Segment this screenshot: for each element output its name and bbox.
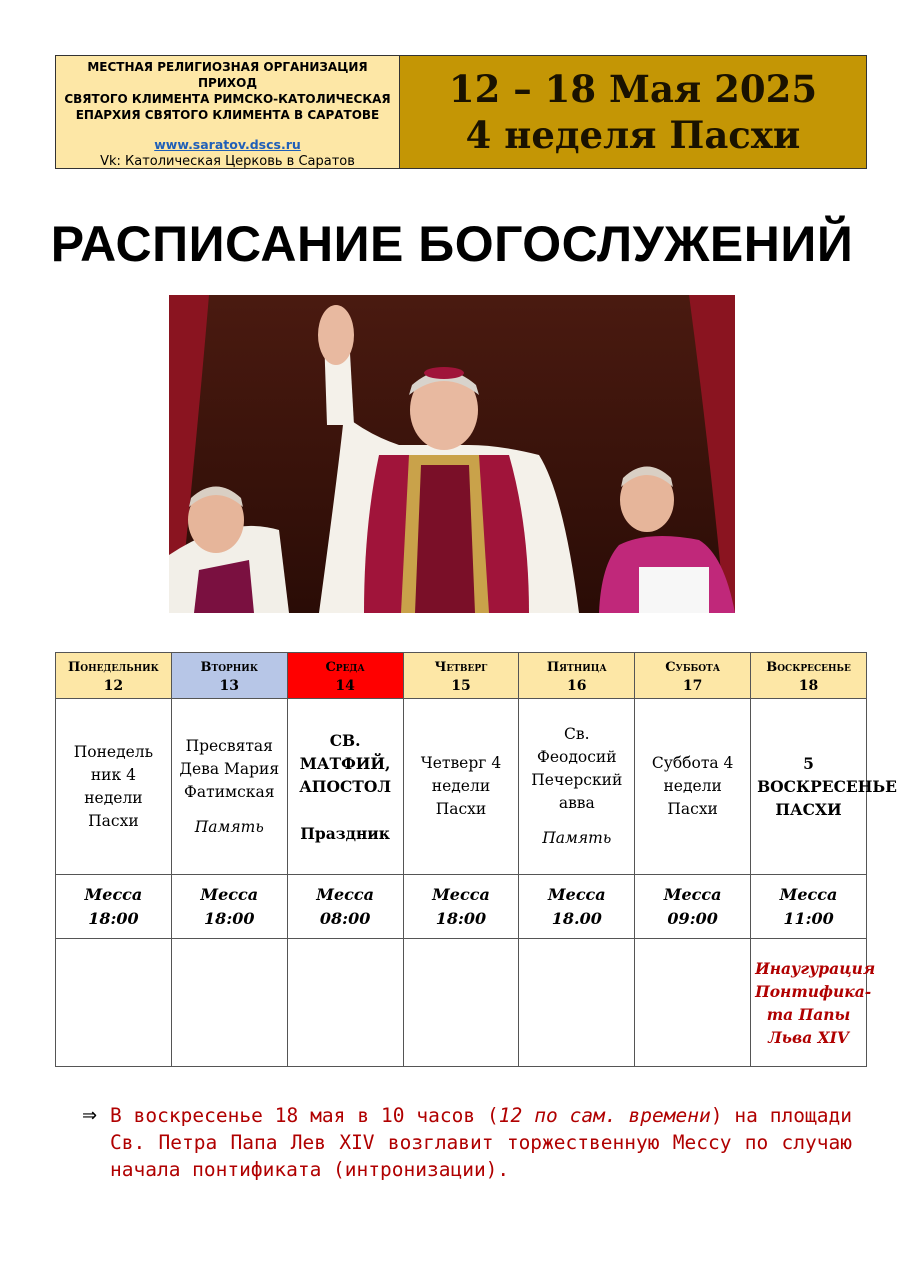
schedule-table [55, 652, 897, 1067]
extra-cell [56, 939, 172, 1067]
day-name: Четверг [434, 659, 488, 675]
day-number: 13 [219, 677, 239, 694]
memorial-label: Память [542, 829, 612, 847]
header-banner [55, 55, 867, 169]
extra-cell [171, 939, 287, 1067]
mass-time: 18:00 [204, 908, 255, 928]
mass-cell [403, 875, 519, 939]
day-header-wednesday [287, 653, 403, 699]
celebration-cell [403, 699, 519, 875]
day-name: Воскресенье [766, 659, 851, 675]
org-line-3: ЕПАРХИЯ СВЯТОГО КЛИМЕНТА В САРАТОВЕ [75, 108, 380, 122]
extra-cell [519, 939, 635, 1067]
celebration-cell [171, 699, 287, 875]
vk-contact: Vk: Католическая Церковь в Саратов [100, 154, 355, 169]
day-header-monday [56, 653, 172, 699]
announcement-text [110, 1102, 852, 1183]
announcement-italic: 12 по сам. времени [498, 1104, 711, 1127]
pope-photo [169, 295, 735, 613]
organization-block [56, 56, 400, 168]
mass-label: Месса [200, 884, 259, 904]
day-header-sunday [751, 653, 867, 699]
day-name: Среда [325, 659, 365, 675]
announcement-part: В воскресенье 18 мая в 10 часов ( [110, 1104, 499, 1127]
extra-cell [287, 939, 403, 1067]
mass-time: 18:00 [435, 908, 487, 928]
celebration-text: Четверг 4 недели Пасхи [420, 754, 502, 818]
celebration-text: 5 ВОСКРЕСЕНЬЕ ПАСХИ [757, 754, 897, 819]
day-name: Пятница [546, 659, 607, 675]
extra-cell [635, 939, 751, 1067]
celebration-row [56, 699, 867, 875]
extra-row [56, 939, 867, 1067]
liturgical-week: 4 неделя Пасхи [465, 113, 801, 157]
date-range: 12 – 18 Мая 2025 [448, 67, 818, 111]
celebration-text: СВ. МАТФИЙ, АПОСТОЛ [299, 730, 392, 796]
mass-label: Месса [316, 884, 374, 904]
mass-label: Месса [547, 884, 606, 904]
extra-cell [403, 939, 519, 1067]
mass-time: 18:00 [88, 908, 139, 928]
day-number: 12 [103, 677, 124, 694]
celebration-cell [287, 699, 403, 875]
celebration-cell [519, 699, 635, 875]
day-number: 15 [451, 677, 471, 694]
mass-label: Месса [663, 884, 722, 904]
day-name: Суббота [665, 659, 721, 675]
celebration-cell [635, 699, 751, 875]
mass-row [56, 875, 867, 939]
inauguration-note: Инаугурация Понтифика-та Папы Льва XIV [755, 958, 876, 1047]
org-line-1: МЕСТНАЯ РЕЛИГИОЗНАЯ ОРГАНИЗАЦИЯ ПРИХОД [87, 60, 368, 90]
extra-cell [751, 939, 876, 1067]
page-title: РАСПИСАНИЕ БОГОСЛУЖЕНИЙ [50, 216, 854, 272]
memorial-label: Память [194, 817, 264, 836]
day-header-thursday [403, 653, 519, 699]
announcement [82, 1102, 852, 1183]
celebration-cell [56, 699, 172, 875]
pope-photo-illustration [169, 295, 735, 613]
day-header-saturday [635, 653, 751, 699]
mass-time: 11:00 [783, 908, 834, 928]
day-header-friday [519, 653, 635, 699]
org-line-2: СВЯТОГО КЛИМЕНТА РИМСКО-КАТОЛИЧЕСКАЯ [64, 92, 391, 106]
arrow-icon: ⇒ [82, 1105, 98, 1126]
mass-cell [171, 875, 287, 939]
day-header-tuesday [171, 653, 287, 699]
day-header-row [56, 653, 867, 699]
feast-rank-label: Праздник [300, 823, 390, 843]
mass-cell [751, 875, 867, 939]
organization-name [56, 59, 399, 123]
day-number: 18 [798, 677, 819, 694]
mass-cell [635, 875, 751, 939]
mass-time: 18.00 [551, 908, 602, 928]
day-name: Понедельник [67, 659, 159, 675]
day-number: 16 [567, 677, 587, 694]
mass-time: 08:00 [319, 908, 371, 928]
day-number: 17 [682, 677, 703, 694]
mass-cell [287, 875, 403, 939]
celebration-text: Понедель ник 4 недели Пасхи [73, 742, 154, 830]
celebration-text: Св. Феодосий Печерский авва [531, 725, 623, 812]
website-link[interactable]: www.saratov.dscs.ru [154, 137, 301, 152]
day-number: 14 [335, 677, 355, 694]
announcement-part: ) на площади Св. Петра Папа Лев XIV возглавит торжественную Мессу по случаю начала понтификата (интронизации). [110, 1104, 852, 1181]
day-name: Вторник [200, 659, 259, 675]
mass-time: 09:00 [667, 908, 718, 928]
mass-cell [519, 875, 635, 939]
mass-cell [56, 875, 172, 939]
dates-block [400, 56, 866, 168]
celebration-text: Суббота 4 недели Пасхи [651, 754, 734, 818]
celebration-text: Пресвятая Дева Мария Фатимская [179, 736, 280, 801]
mass-label: Месса [779, 884, 838, 904]
mass-label: Месса [432, 884, 490, 904]
celebration-cell [751, 699, 897, 875]
mass-label: Месса [84, 884, 143, 904]
